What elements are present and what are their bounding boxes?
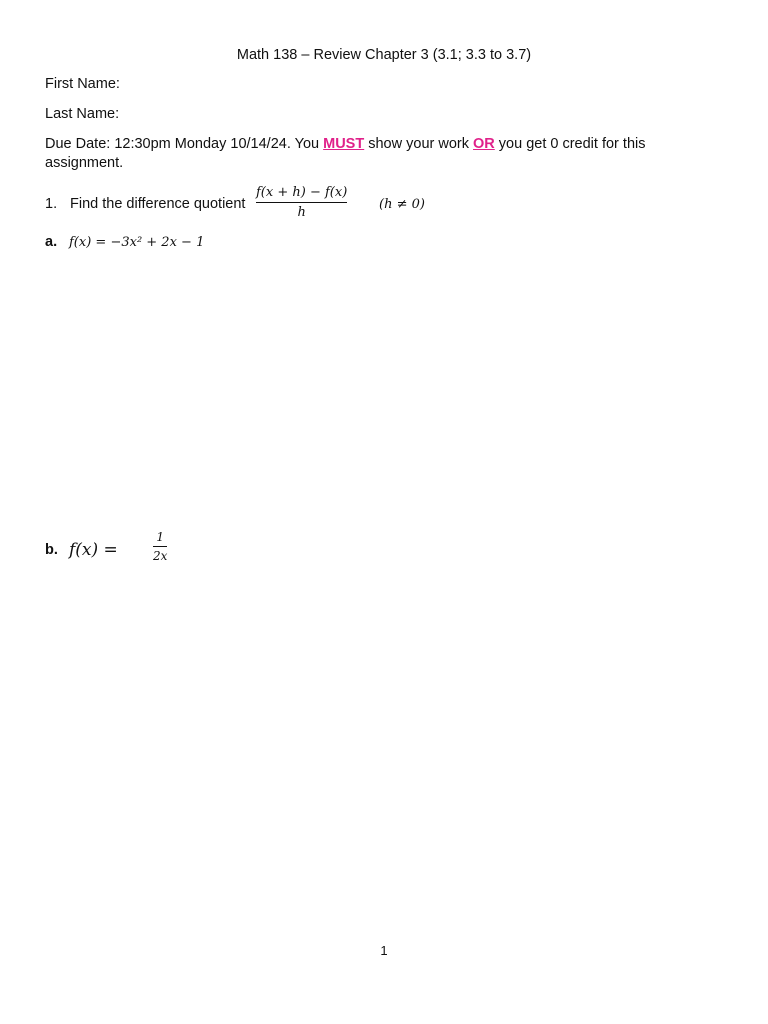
- part-b-numerator: 1: [156, 530, 165, 544]
- due-text-1: Due Date: 12:30pm Monday 10/14/24. You: [45, 136, 324, 152]
- page-number: 1: [380, 943, 388, 958]
- part-b-label: b.: [45, 541, 58, 558]
- due-text-2: show your work: [364, 136, 474, 152]
- question-1-prompt: Find the difference quotient: [70, 196, 246, 212]
- first-name-label: First Name:: [45, 76, 120, 92]
- fraction-bar: [256, 202, 347, 203]
- difference-quotient-denominator: h: [297, 205, 306, 220]
- part-a-expression: f(x) = −3x² + 2x − 1: [69, 235, 205, 250]
- fraction-bar: [153, 546, 167, 547]
- must-emphasis: MUST: [323, 136, 365, 152]
- part-b-lhs: f(x) =: [69, 540, 118, 560]
- part-b-fraction: [153, 531, 167, 562]
- page-title: Math 138 – Review Chapter 3 (3.1; 3.3 to 3.7): [236, 47, 532, 63]
- question-1-number: 1.: [45, 196, 58, 212]
- due-date-notice: [45, 135, 705, 173]
- difference-quotient-fraction: [256, 186, 347, 219]
- part-b: [45, 540, 118, 560]
- part-b-denominator: 2x: [153, 549, 168, 563]
- difference-quotient-condition: (h ≠ 0): [379, 197, 425, 212]
- due-text-3: you get 0 credit for this assignment.: [45, 136, 646, 171]
- question-1: [45, 196, 245, 212]
- part-a: [45, 234, 204, 250]
- difference-quotient-numerator: f(x + h) − f(x): [256, 185, 348, 200]
- or-emphasis: OR: [473, 136, 495, 152]
- part-a-label: a.: [45, 234, 58, 250]
- last-name-label: Last Name:: [45, 106, 120, 122]
